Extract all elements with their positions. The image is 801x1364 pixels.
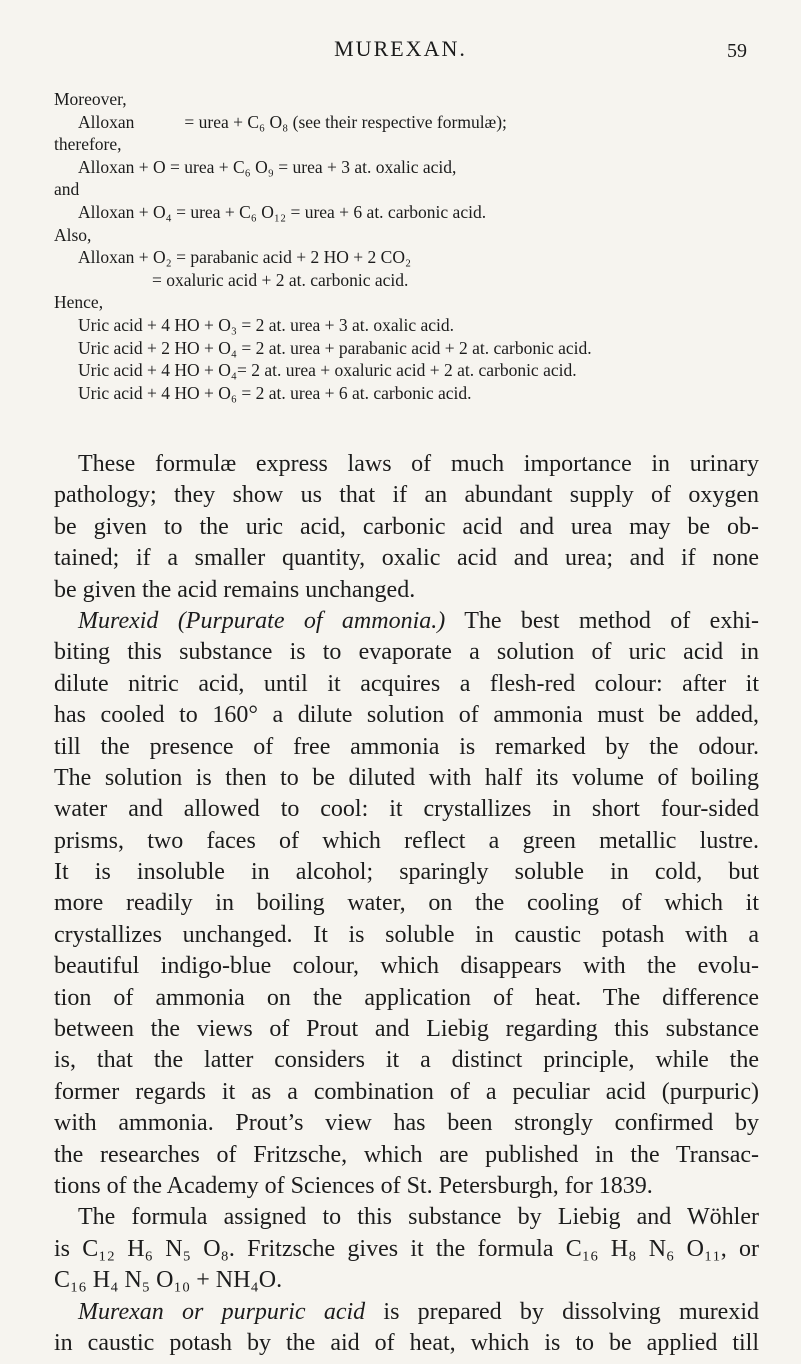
text-line: between the views of Prout and Liebig regarding this substance xyxy=(54,1016,759,1043)
text-line: The formula assigned to this substance by Liebig and Wöhler xyxy=(78,1204,759,1231)
text-line: be given to the uric acid, carbonic acid and urea may be ob- xyxy=(54,513,759,540)
formula-line: Alloxan + O₄ = urea + C₆ O₁₂ = urea + 6 at. carbonic acid. xyxy=(78,201,487,222)
formula-line: Moreover, xyxy=(54,89,127,109)
text-line: dilute nitric acid, until it acquires a flesh-red colour: after it xyxy=(54,670,759,697)
text-line: beautiful indigo-blue colour, which disappears with the evolu- xyxy=(54,953,759,980)
formula-line: = oxaluric acid + 2 at. carbonic acid. xyxy=(152,269,409,290)
formula-line: Uric acid + 4 HO + O₃ = 2 at. urea + 3 at. oxalic acid. xyxy=(78,314,455,335)
formula-line: Also, xyxy=(54,224,92,245)
formula-line: Uric acid + 2 HO + O₄ = 2 at. urea + parabanic acid + 2 at. carbonic acid. xyxy=(78,337,592,358)
page-number: 59 xyxy=(727,40,747,62)
text-fragment: is prepared by dissolving murexid xyxy=(383,1298,760,1325)
text-line xyxy=(54,606,759,637)
term-purpurate: (Purpurate of ammonia.) xyxy=(177,607,446,634)
body-text xyxy=(54,449,759,1359)
formula-line: Alloxan + O = urea + C₆ O₉ = urea + 3 at. oxalic acid, xyxy=(78,156,457,177)
text-line: more readily in boiling water, on the cooling of which it xyxy=(54,890,759,917)
text-line: C₁₆ H₄ N₅ O₁₀ + NH₄O. xyxy=(54,1267,283,1294)
formula-line xyxy=(54,111,754,134)
text-line: crystallizes unchanged. It is soluble in caustic potash with a xyxy=(54,921,759,948)
text-line: The solution is then to be diluted with half its volume of boiling xyxy=(54,764,759,791)
text-line: has cooled to 160° a dilute solution of ammonia must be added, xyxy=(54,702,759,729)
text-line: the researches of Fritzsche, which are published in the Transac- xyxy=(54,1141,759,1168)
text-line: with ammonia. Prout’s view has been strongly confirmed by xyxy=(54,1110,759,1137)
text-line: biting this substance is to evaporate a solution of uric acid in xyxy=(54,639,759,666)
text-line: tion of ammonia on the application of heat. The difference xyxy=(54,984,759,1011)
running-head: MUREXAN. xyxy=(334,36,467,61)
text-line: in caustic potash by the aid of heat, which is to be applied till xyxy=(54,1329,759,1356)
formula-line: Alloxan + O₂ = parabanic acid + 2 HO + 2 CO₂ xyxy=(78,247,412,268)
term-murexan: Murexan or purpuric acid xyxy=(78,1298,366,1325)
text-fragment: The best method of exhi- xyxy=(464,607,759,634)
text-line xyxy=(54,1297,759,1328)
text-line: former regards it as a combination of a peculiar acid (purpuric) xyxy=(54,1078,759,1105)
text-line: tained; if a smaller quantity, oxalic acid and urea; and if none xyxy=(54,545,759,572)
formula-rhs: = urea + C₆ O₈ (see their respective formulæ); xyxy=(184,111,507,132)
text-line: tions of the Academy of Sciences of St. Petersburgh, for 1839. xyxy=(54,1172,653,1199)
formula-line: and xyxy=(54,179,80,200)
text-line: water and allowed to cool: it crystallizes in short four-sided xyxy=(54,796,759,823)
formula-line: Uric acid + 4 HO + O₆ = 2 at. urea + 6 at. carbonic acid. xyxy=(78,382,472,403)
term-murexid: Murexid xyxy=(78,607,159,634)
formula-block xyxy=(54,88,754,404)
text-line: be given the acid remains unchanged. xyxy=(54,576,416,603)
formula-label: Alloxan xyxy=(78,111,135,132)
text-line: is C₁₂ H₆ N₅ O₈. Fritzsche gives it the formula C₁₆ H₈ N₆ O₁₁, or xyxy=(54,1235,759,1262)
text-line: is, that the latter considers it a distinct principle, while the xyxy=(54,1047,759,1074)
text-line: pathology; they show us that if an abundant supply of oxygen xyxy=(54,482,759,509)
text-line: These formulæ express laws of much importance in urinary xyxy=(78,451,759,477)
formula-line: Hence, xyxy=(54,292,104,313)
formula-line: therefore, xyxy=(54,134,122,155)
text-line: prisms, two faces of which reflect a green metallic lustre. xyxy=(54,827,759,854)
page-header xyxy=(0,36,801,66)
text-line: It is insoluble in alcohol; sparingly soluble in cold, but xyxy=(54,859,759,886)
formula-line: Uric acid + 4 HO + O₄= 2 at. urea + oxaluric acid + 2 at. carbonic acid. xyxy=(78,360,577,381)
text-line: till the presence of free ammonia is remarked by the odour. xyxy=(54,733,759,760)
